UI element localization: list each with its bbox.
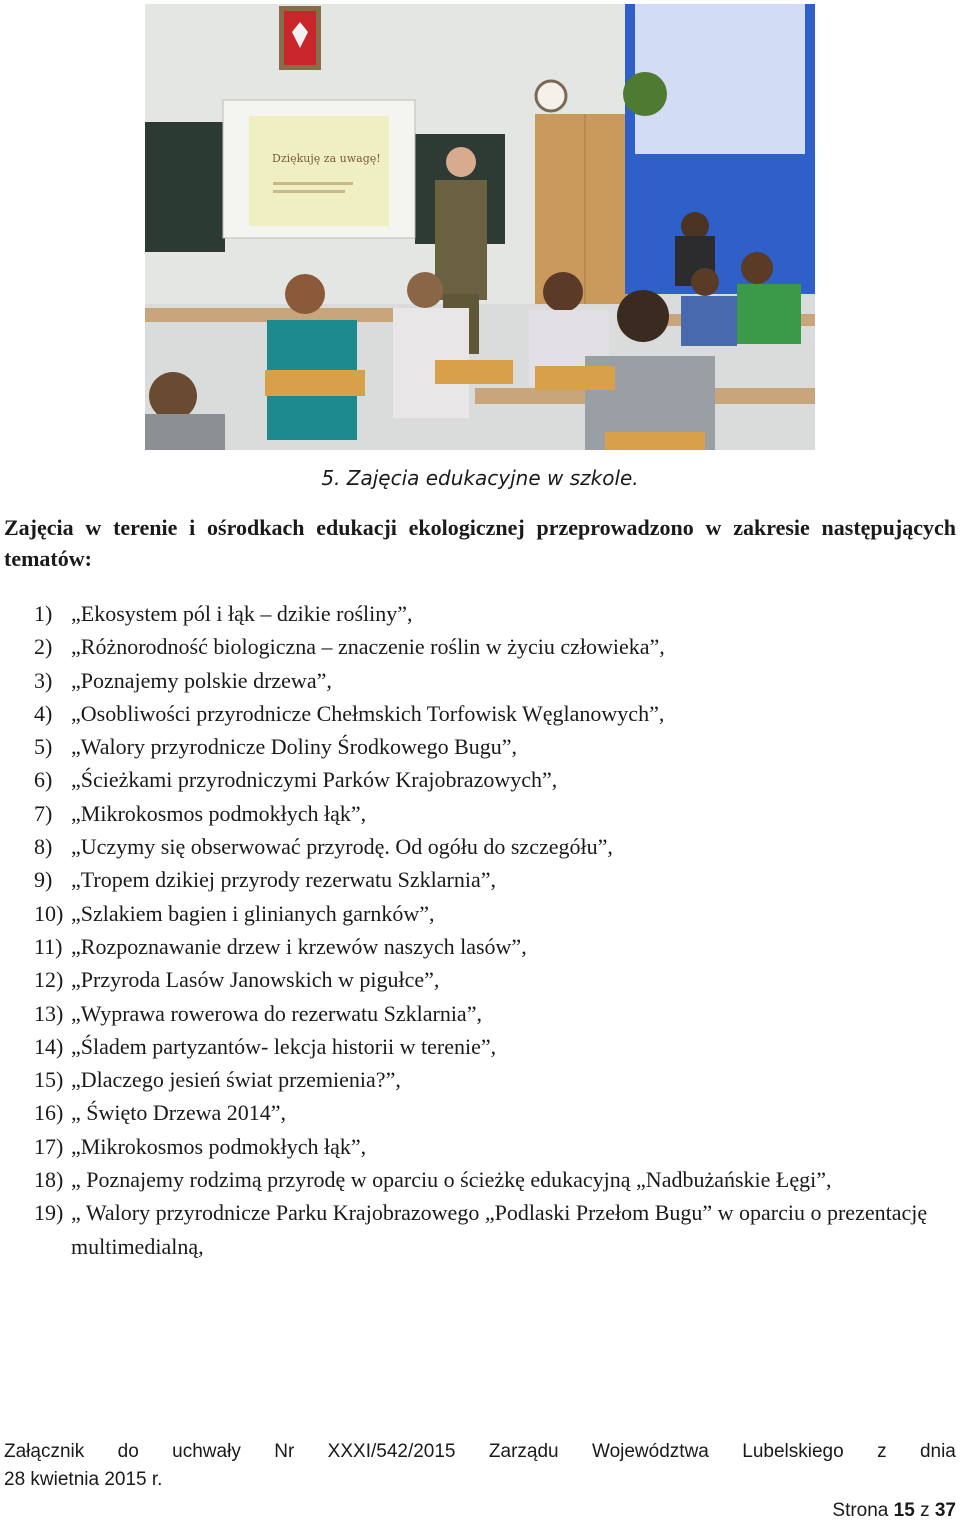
classroom-photo-drawing xyxy=(145,4,815,450)
page-total: 37 xyxy=(934,1500,956,1521)
list-item xyxy=(0,830,960,863)
list-item-number: 8) xyxy=(34,834,53,860)
list-item-number: 1) xyxy=(34,601,53,626)
list-item xyxy=(0,730,960,763)
list-item-number: 7) xyxy=(34,800,53,826)
list-item-text: „Szlakiem bagien i glinianych garnków”, xyxy=(71,900,435,926)
page-prefix: Strona xyxy=(832,1500,889,1521)
footer-word: Nr xyxy=(274,1441,295,1462)
list-item-number: 9) xyxy=(34,867,53,893)
list-item xyxy=(0,597,960,630)
list-item-number: 5) xyxy=(34,734,53,760)
list-item xyxy=(0,1063,960,1096)
list-item xyxy=(0,863,960,896)
list-item-text: „Rozpoznawanie drzew i krzewów naszych lasów”, xyxy=(71,933,527,959)
list-item-text: „Dlaczego jesień świat przemienia?”, xyxy=(71,1067,401,1093)
section-intro: Zajęcia w terenie i ośrodkach edukacji ekologicznej przeprowadzono w zakresie następujących tematów: xyxy=(4,515,956,571)
list-item xyxy=(0,997,960,1030)
footer-word: z xyxy=(877,1441,887,1462)
footer-word: Lubelskiego xyxy=(742,1441,844,1462)
list-item-text: „Ekosystem pól i łąk – dzikie rośliny”, xyxy=(71,601,413,626)
list-item-number: 10) xyxy=(34,900,64,926)
list-item-number: 14) xyxy=(34,1033,64,1059)
footer-word: dnia xyxy=(919,1441,956,1462)
list-item-number: 3) xyxy=(34,667,53,693)
list-item-text: „Przyroda Lasów Janowskich w pigułce”, xyxy=(71,967,440,993)
footer-word: XXXI/542/2015 xyxy=(327,1441,456,1462)
footer-word: Załącznik xyxy=(4,1441,85,1462)
list-item-number: 4) xyxy=(34,700,53,726)
page-separator: z xyxy=(920,1500,930,1521)
list-item-number: 19) xyxy=(34,1200,64,1226)
list-item-text: „Śladem partyzantów- lekcja historii w terenie”, xyxy=(71,1033,497,1059)
list-item xyxy=(0,897,960,930)
list-item-number: 11) xyxy=(34,933,63,959)
footer-word: do xyxy=(117,1441,139,1462)
list-item-number: 15) xyxy=(34,1067,64,1093)
list-item-text: „Mikrokosmos podmokłych łąk”, xyxy=(71,800,367,826)
footer-resolution-line xyxy=(4,1438,956,1466)
list-item xyxy=(0,1196,960,1263)
list-item-text: „ Święto Drzewa 2014”, xyxy=(71,1100,287,1126)
list-item-number: 2) xyxy=(34,634,53,660)
page-current: 15 xyxy=(893,1500,915,1521)
page-number xyxy=(832,1500,956,1522)
footer-word: Zarządu xyxy=(488,1441,559,1462)
list-item xyxy=(0,930,960,963)
list-item-text: „Mikrokosmos podmokłych łąk”, xyxy=(71,1133,367,1159)
slide-title: Dziękuję za uwagę! xyxy=(272,152,381,165)
list-item xyxy=(0,1130,960,1163)
list-item-text: „Różnorodność biologiczna – znaczenie roślin w życiu człowieka”, xyxy=(71,634,665,660)
list-item-number: 6) xyxy=(34,767,53,793)
list-item xyxy=(0,630,960,663)
list-item-text: „Tropem dzikiej przyrody rezerwatu Szklarnia”, xyxy=(71,867,496,893)
list-item xyxy=(0,963,960,996)
photo-caption: 5. Zajęcia edukacyjne w szkole. xyxy=(321,466,639,490)
list-item-text: „Poznajemy polskie drzewa”, xyxy=(71,667,332,693)
list-item-number: 17) xyxy=(34,1133,64,1159)
list-item-text: „Walory przyrodnicze Doliny Środkowego Bugu”, xyxy=(71,734,518,760)
list-item-number: 13) xyxy=(34,1000,64,1026)
classroom-photo xyxy=(145,4,815,450)
footer-word: uchwały xyxy=(172,1441,241,1462)
list-item-text: „ Poznajemy rodzimą przyrodę w oparciu o ścieżkę edukacyjną „Nadbużańskie Łęgi”, xyxy=(71,1167,832,1193)
footer-date: 28 kwietnia 2015 r. xyxy=(4,1469,163,1490)
list-item xyxy=(0,797,960,830)
list-item-text: „Osobliwości przyrodnicze Chełmskich Torfowisk Węglanowych”, xyxy=(71,700,665,726)
list-item xyxy=(0,763,960,796)
footer-word: Województwa xyxy=(591,1441,709,1462)
list-item-number: 16) xyxy=(34,1100,64,1126)
list-item-number: 18) xyxy=(34,1167,64,1193)
list-item-text: „Uczymy się obserwować przyrodę. Od ogółu do szczegółu”, xyxy=(71,834,613,860)
list-item xyxy=(0,1096,960,1129)
list-item-text: „Ścieżkami przyrodniczymi Parków Krajobrazowych”, xyxy=(71,767,558,793)
list-item-text: „Wyprawa rowerowa do rezerwatu Szklarnia”, xyxy=(71,1000,482,1026)
list-item xyxy=(0,1163,960,1196)
list-item-text: „ Walory przyrodnicze Parku Krajobrazowego „Podlaski Przełom Bugu” w oparciu o prezentację multimedialną, xyxy=(71,1200,928,1259)
list-item-number: 12) xyxy=(34,967,64,993)
list-item xyxy=(0,664,960,697)
page-footer xyxy=(4,1438,956,1494)
list-item xyxy=(0,697,960,730)
list-item xyxy=(0,1030,960,1063)
topic-list xyxy=(0,597,960,1263)
